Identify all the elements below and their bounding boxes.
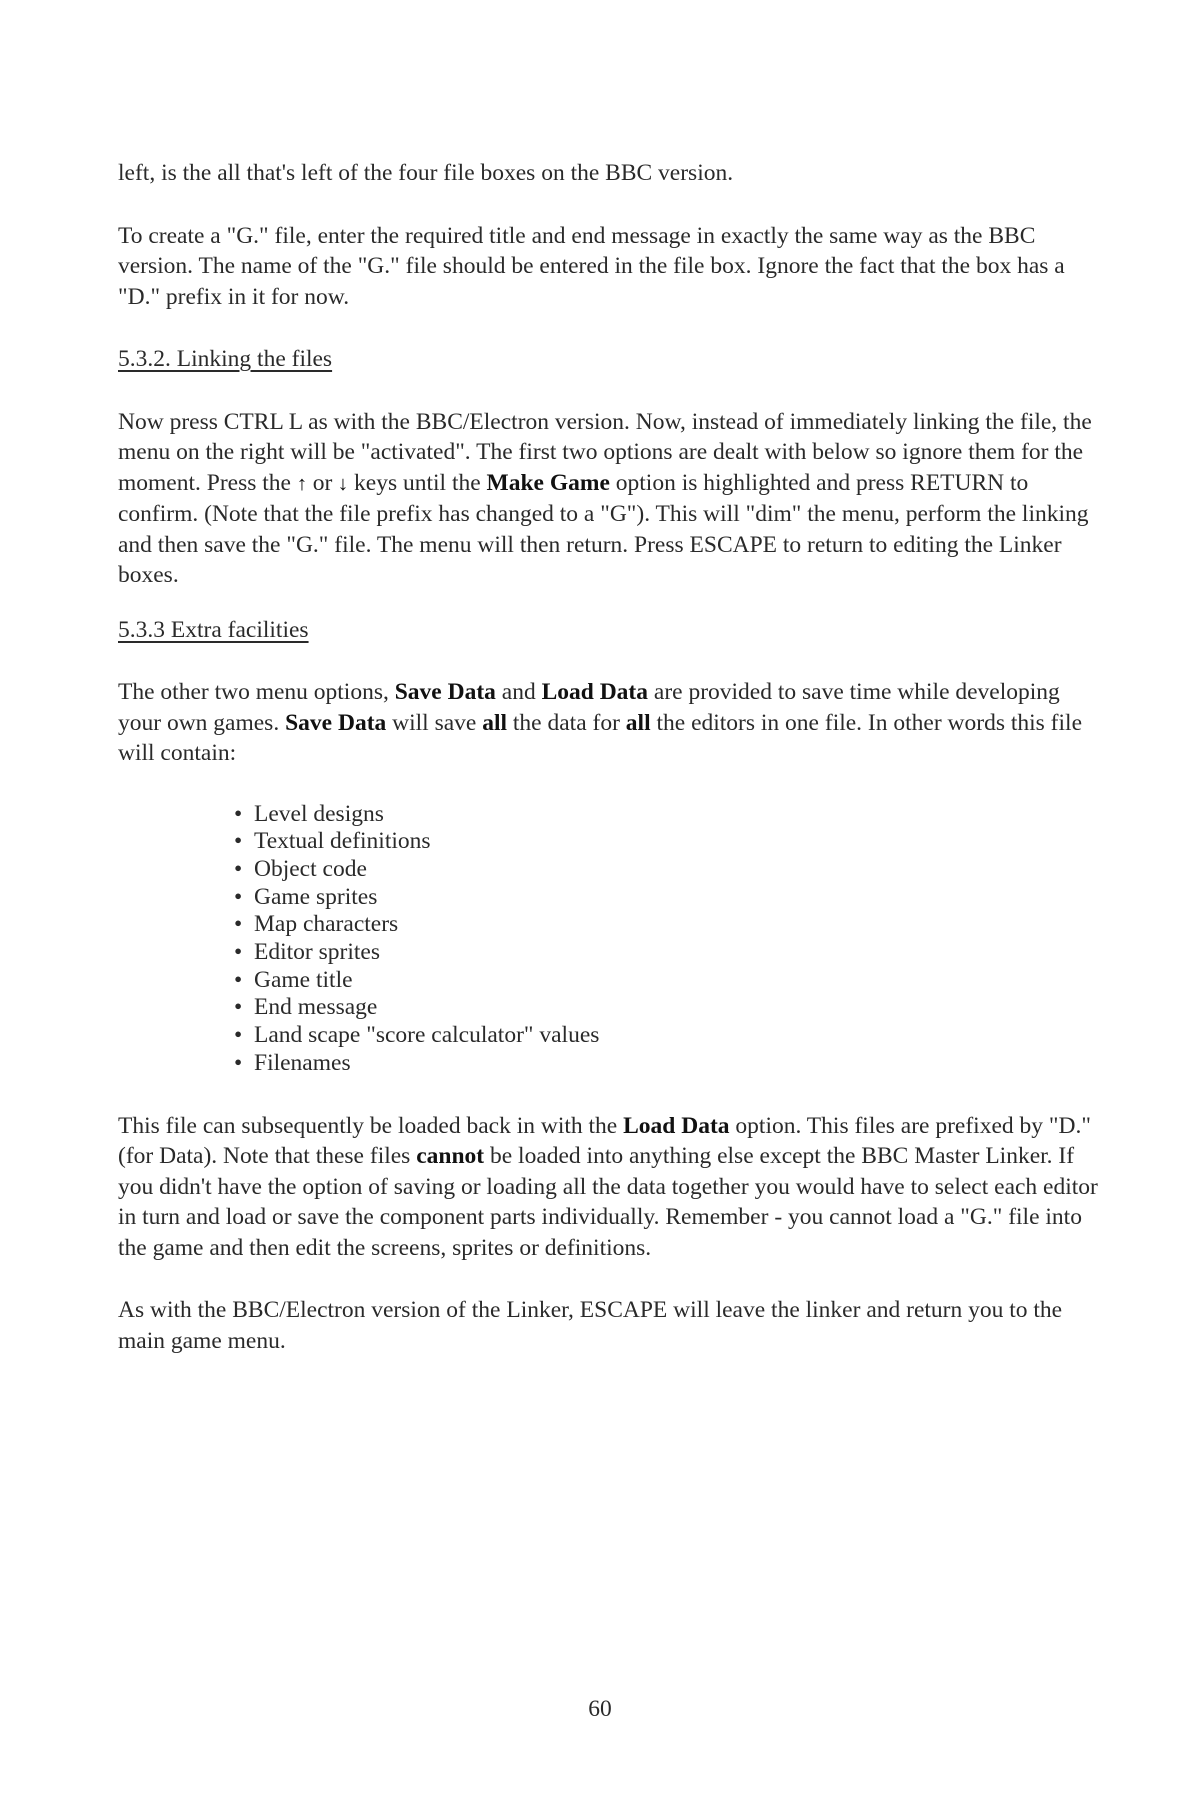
extra-text-a: The other two menu options,	[118, 679, 389, 705]
list-item	[234, 1022, 1103, 1050]
linking-text-b: or	[312, 469, 333, 496]
bold-cannot: cannot	[416, 1143, 485, 1170]
extra-text-b: and	[501, 679, 536, 705]
bullet-icon: •	[234, 855, 243, 882]
bold-all-2: all	[625, 709, 651, 736]
make-game-option: Make Game	[486, 469, 610, 496]
linking-text-c: keys until the	[354, 469, 481, 496]
load-data-option: Load Data	[541, 679, 649, 705]
list-item-text: Land scape "score calculator" values	[254, 1022, 600, 1049]
extra-text-c: are provided to save time while developing your own games.	[118, 679, 1060, 736]
list-item	[234, 801, 1103, 829]
list-item	[234, 911, 1103, 939]
bullet-icon: •	[234, 828, 243, 855]
list-item	[234, 1050, 1103, 1078]
paragraph-intro: left, is the all that's left of the four file boxes on the BBC version.	[118, 160, 734, 186]
list-item-text: Map characters	[254, 911, 399, 938]
list-item	[234, 967, 1103, 995]
bullet-icon: •	[234, 966, 243, 993]
page-content	[118, 158, 1103, 1356]
page-number: 60	[588, 1696, 612, 1722]
save-data-option-2: Save Data	[285, 709, 387, 736]
linking-text-a: Now press CTRL L as with the BBC/Electron version. Now, instead of immediately linking the file, the menu on the right will be "activated". The first two options are dealt with below so ignore them for the moment. Press the	[118, 408, 1092, 496]
list-item-text: Object code	[254, 855, 367, 882]
section-heading-extra: 5.3.3 Extra facilities	[118, 616, 309, 643]
bullet-icon: •	[234, 1049, 243, 1076]
paragraph-create-g-file: To create a "G." file, enter the required title and end message in exactly the same way as the BBC version. The name of the "G." file should be entered in the file box. Ignore the fact that the box has a "D." prefix in it for now.	[118, 222, 1065, 310]
bullet-icon: •	[234, 1022, 243, 1049]
bullet-icon: •	[234, 800, 243, 827]
bullet-icon: •	[234, 883, 243, 910]
bullet-icon: •	[234, 994, 243, 1021]
list-item-text: Textual definitions	[254, 828, 431, 855]
extra-text-f: the editors in one file. In other words this file will contain:	[118, 709, 1082, 766]
load-text-b: option. This files are prefixed by "D." (for Data). Note that these files	[118, 1112, 1091, 1170]
bullet-icon: •	[234, 939, 243, 966]
paragraph-escape: As with the BBC/Electron version of the Linker, ESCAPE will leave the linker and return you to the main game menu.	[118, 1297, 1063, 1354]
paragraph-linking	[118, 407, 1103, 591]
extra-text-d: will save	[392, 709, 477, 736]
down-arrow-icon: ↓	[337, 472, 349, 495]
list-item	[234, 884, 1103, 912]
paragraph-load-data	[118, 1111, 1103, 1264]
list-item-text: Editor sprites	[254, 939, 380, 966]
file-contents-list	[118, 801, 1103, 1078]
list-item-text: Filenames	[254, 1049, 351, 1076]
load-data-option-2: Load Data	[623, 1112, 730, 1139]
list-item-text: End message	[254, 994, 378, 1021]
list-item-text: Level designs	[254, 800, 384, 827]
list-item-text: Game title	[254, 966, 353, 993]
extra-text-e: the data for	[512, 709, 620, 736]
list-item	[234, 828, 1103, 856]
bullet-icon: •	[234, 911, 243, 938]
list-item-text: Game sprites	[254, 883, 378, 910]
linking-text-d: option is highlighted and press RETURN to confirm. (Note that the file prefix has changed to a "G"). This will "dim" the menu, perform the linking and then save the "G." file. The menu will then return. Press ESCAPE to return to editing the Linker boxes.	[118, 469, 1089, 588]
paragraph-extra-facilities	[118, 677, 1103, 769]
save-data-option: Save Data	[394, 679, 496, 705]
up-arrow-icon: ↑	[296, 472, 308, 495]
section-heading-linking: 5.3.2. Linking the files	[118, 346, 333, 372]
bold-all-1: all	[482, 709, 508, 736]
load-text-a: This file can subsequently be loaded back in with the	[118, 1112, 618, 1139]
list-item	[234, 856, 1103, 884]
list-item	[234, 994, 1103, 1022]
list-item	[234, 939, 1103, 967]
load-text-c: be loaded into anything else except the BBC Master Linker. If you didn't have the option of saving or loading all the data together you would have to select each editor in turn and load or save the component parts individually. Remember - you cannot load a "G." file into the game and then edit the screens, sprites or definitions.	[118, 1143, 1098, 1261]
